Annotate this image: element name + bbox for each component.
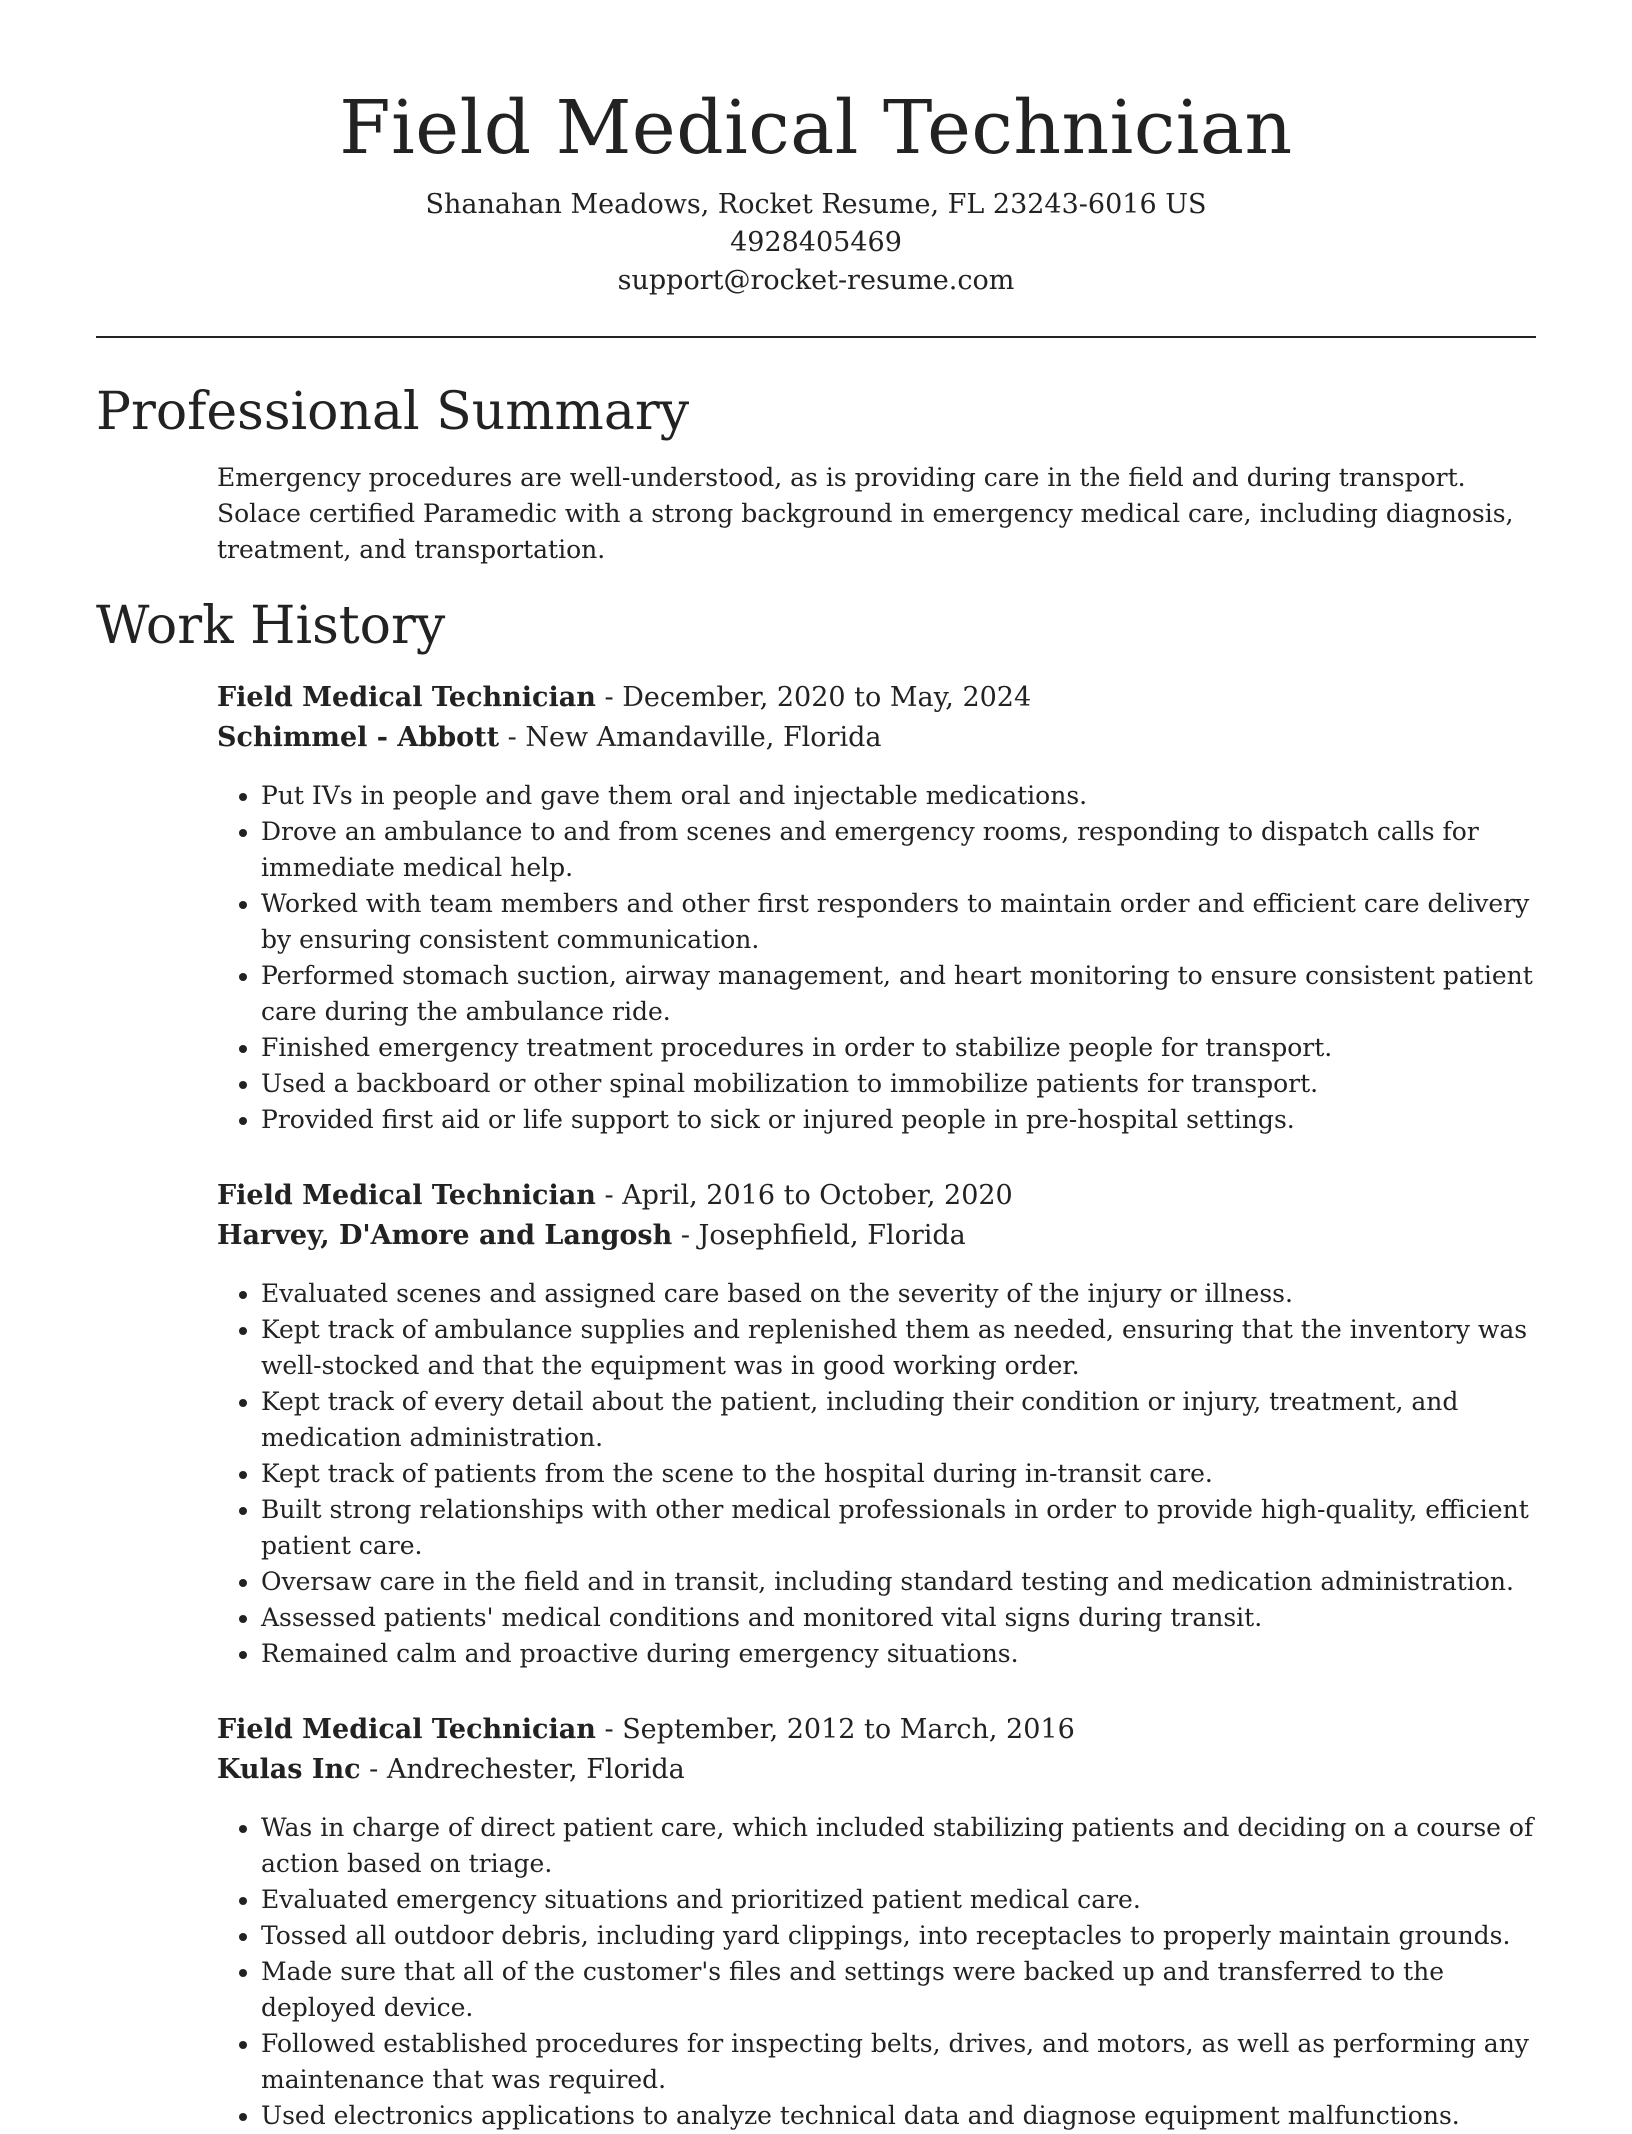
job-bullets xyxy=(217,1276,1536,1672)
bullet-item: • Kept track of ambulance supplies and replenished them as needed, ensuring that the inventory was well-stocked and that the equipment was in good working order. xyxy=(261,1312,1536,1384)
job-bullets xyxy=(217,1810,1536,2134)
job-separator: - xyxy=(360,1754,387,1785)
bullet-item: • Used a backboard or other spinal mobilization to immobilize patients for transport. xyxy=(261,1066,1536,1102)
job-entry xyxy=(217,1176,1536,1672)
summary-text: Emergency procedures are well-understood, as is providing care in the field and during transport. Solace certified Paramedic with a strong background in emergency medical care, including diagnosis, treatment, and transportation. xyxy=(217,463,1514,564)
job-company-line xyxy=(217,718,1536,758)
bullet-item: • Oversaw care in the field and in transit, including standard testing and medication administration. xyxy=(261,1564,1536,1600)
bullet-item: • Performed stomach suction, airway management, and heart monitoring to ensure consistent patient care during the ambulance ride. xyxy=(261,958,1536,1030)
bullet-item: • Was in charge of direct patient care, which included stabilizing patients and deciding on a course of action based on triage. xyxy=(261,1810,1536,1882)
job-separator: - xyxy=(595,682,623,713)
job-dates: December, 2020 to May, 2024 xyxy=(622,682,1032,713)
bullet-item: • Put IVs in people and gave them oral and injectable medications. xyxy=(261,778,1536,814)
bullet-item: • Finished emergency treatment procedures in order to stabilize people for transport. xyxy=(261,1030,1536,1066)
bullet-item: • Made sure that all of the customer's files and settings were backed up and transferred to the deployed device. xyxy=(261,1954,1536,2026)
bullet-item: • Worked with team members and other first responders to maintain order and efficient care delivery by ensuring consistent communication. xyxy=(261,886,1536,958)
resume-header xyxy=(96,84,1536,300)
job-company: Harvey, D'Amore and Langosh xyxy=(217,1220,673,1251)
job-entry xyxy=(217,678,1536,1138)
job-location: Josephfield, Florida xyxy=(698,1220,966,1251)
job-title: Field Medical Technician xyxy=(217,682,596,713)
job-company: Kulas Inc xyxy=(217,1754,361,1785)
bullet-item: • Kept track of patients from the scene to the hospital during in-transit care. xyxy=(261,1456,1536,1492)
header-divider xyxy=(96,336,1536,338)
professional-summary-section xyxy=(96,380,1536,568)
bullet-item: • Drove an ambulance to and from scenes and emergency rooms, responding to dispatch calls for immediate medical help. xyxy=(261,814,1536,886)
bullet-item: • Used electronics applications to analyze technical data and diagnose equipment malfunctions. xyxy=(261,2098,1536,2134)
job-title-line xyxy=(217,678,1536,718)
bullet-item: • Evaluated emergency situations and prioritized patient medical care. xyxy=(261,1882,1536,1918)
work-history-section xyxy=(96,594,1536,2134)
job-separator: - xyxy=(672,1220,699,1251)
job-title: Field Medical Technician xyxy=(217,1714,596,1745)
bullet-item: • Assessed patients' medical conditions and monitored vital signs during transit. xyxy=(261,1600,1536,1636)
bullet-item: • Built strong relationships with other medical professionals in order to provide high-quality, efficient patient care. xyxy=(261,1492,1536,1564)
bullet-item: • Evaluated scenes and assigned care based on the severity of the injury or illness. xyxy=(261,1276,1536,1312)
job-dates: April, 2016 to October, 2020 xyxy=(622,1180,1013,1211)
bullet-item: • Tossed all outdoor debris, including yard clippings, into receptacles to properly maintain grounds. xyxy=(261,1918,1536,1954)
job-entry xyxy=(217,1710,1536,2134)
contact-email: support@rocket-resume.com xyxy=(617,265,1015,296)
job-dates: September, 2012 to March, 2016 xyxy=(622,1714,1075,1745)
bullet-item: • Remained calm and proactive during emergency situations. xyxy=(261,1636,1536,1672)
bullet-item: • Kept track of every detail about the patient, including their condition or injury, treatment, and medication administration. xyxy=(261,1384,1536,1456)
contact-phone: 4928405469 xyxy=(730,227,902,258)
job-bullets xyxy=(217,778,1536,1138)
contact-info xyxy=(96,186,1536,300)
job-location: Andrechester, Florida xyxy=(386,1754,685,1785)
job-separator: - xyxy=(499,722,526,753)
resume-title: Field Medical Technician xyxy=(339,85,1293,171)
job-company: Schimmel - Abbott xyxy=(217,722,500,753)
section-heading-summary: Professional Summary xyxy=(96,382,690,442)
job-location: New Amandaville, Florida xyxy=(525,722,882,753)
bullet-item: • Followed established procedures for inspecting belts, drives, and motors, as well as performing any maintenance that was required. xyxy=(261,2026,1536,2098)
job-company-line xyxy=(217,1216,1536,1256)
job-separator: - xyxy=(595,1714,623,1745)
contact-address: Shanahan Meadows, Rocket Resume, FL 23243-6016 US xyxy=(425,189,1207,220)
job-title: Field Medical Technician xyxy=(217,1180,596,1211)
section-heading-work: Work History xyxy=(96,596,446,656)
job-company-line xyxy=(217,1750,1536,1790)
job-title-line xyxy=(217,1710,1536,1750)
job-title-line xyxy=(217,1176,1536,1216)
bullet-item: • Provided first aid or life support to sick or injured people in pre-hospital settings. xyxy=(261,1102,1536,1138)
job-separator: - xyxy=(595,1180,623,1211)
